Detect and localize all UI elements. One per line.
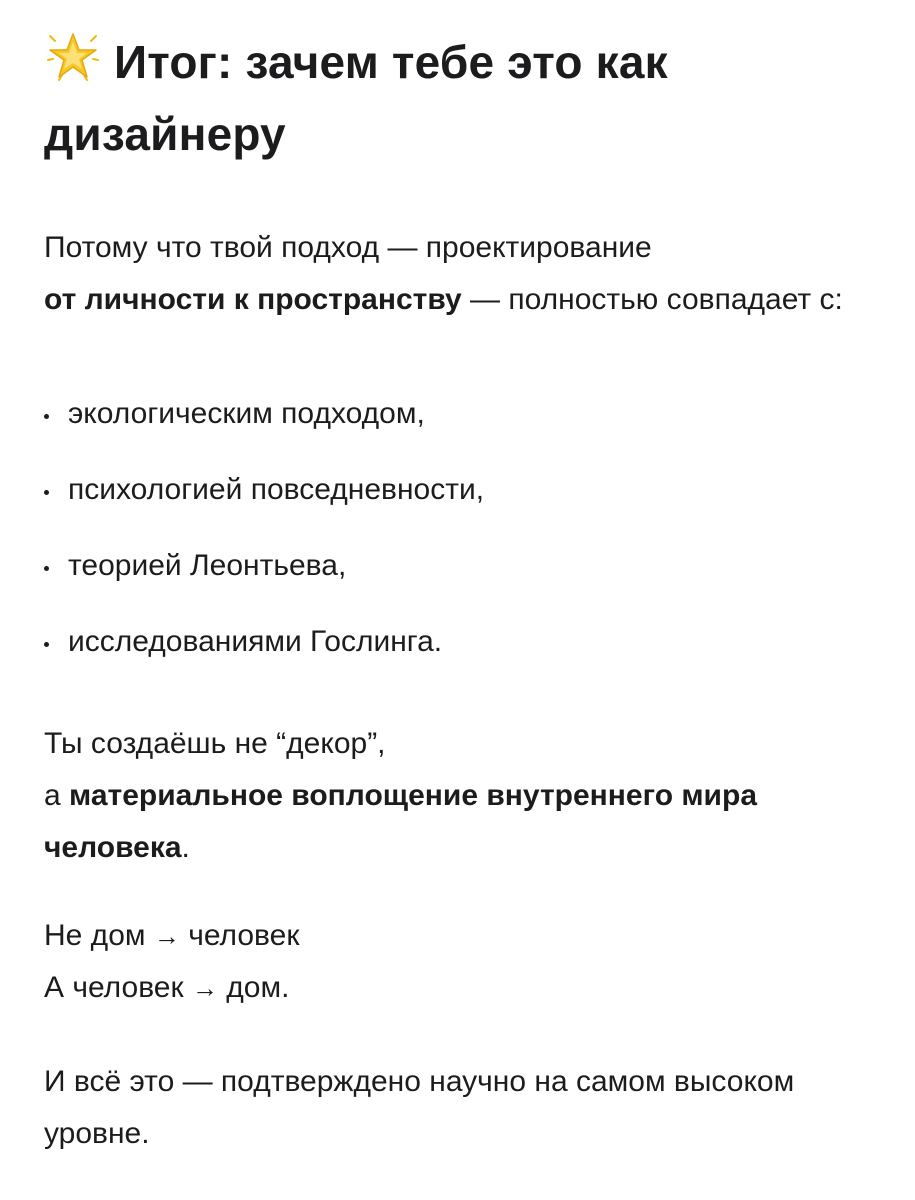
page-title [44, 26, 884, 170]
list-item: исследованиями Гослинга. [44, 616, 884, 692]
conclusion-paragraph: И всё это — подтверждено научно на самом высоком уровне. [44, 1065, 795, 1150]
page-title-text: Итог: зачем тебе это как дизайнеру [44, 36, 668, 160]
intro-paragraph [44, 222, 884, 326]
intro-text-end: — полностью совпадает с: [461, 283, 843, 316]
glowing-star-icon [44, 30, 102, 84]
right-arrow-icon: → [153, 921, 180, 951]
statement-emphasis: материальное воплощение внутреннего мира человека [44, 779, 758, 864]
reversal-line1-left: Не дом [44, 919, 146, 952]
list-item: теорией Леонтьева, [44, 540, 884, 616]
statement-prefix: а [44, 779, 70, 812]
reversal-line1-right: человек [188, 919, 300, 952]
approach-list [44, 388, 884, 692]
reversal-line2-right: дом. [226, 971, 290, 1004]
statement-line: Ты создаёшь не “декор”, [44, 727, 386, 760]
intro-text: Потому что твой подход — проектирование [44, 231, 652, 264]
intro-emphasis: от личности к пространству [44, 283, 462, 316]
reversal-line2-left: А человек [44, 971, 184, 1004]
list-item: экологическим подходом, [44, 388, 884, 464]
statement-paragraph [44, 718, 884, 874]
list-item: психологией повседневности, [44, 464, 884, 540]
right-arrow-icon: → [191, 973, 218, 1003]
reversal-paragraph [44, 910, 884, 1014]
statement-suffix: . [181, 831, 190, 864]
